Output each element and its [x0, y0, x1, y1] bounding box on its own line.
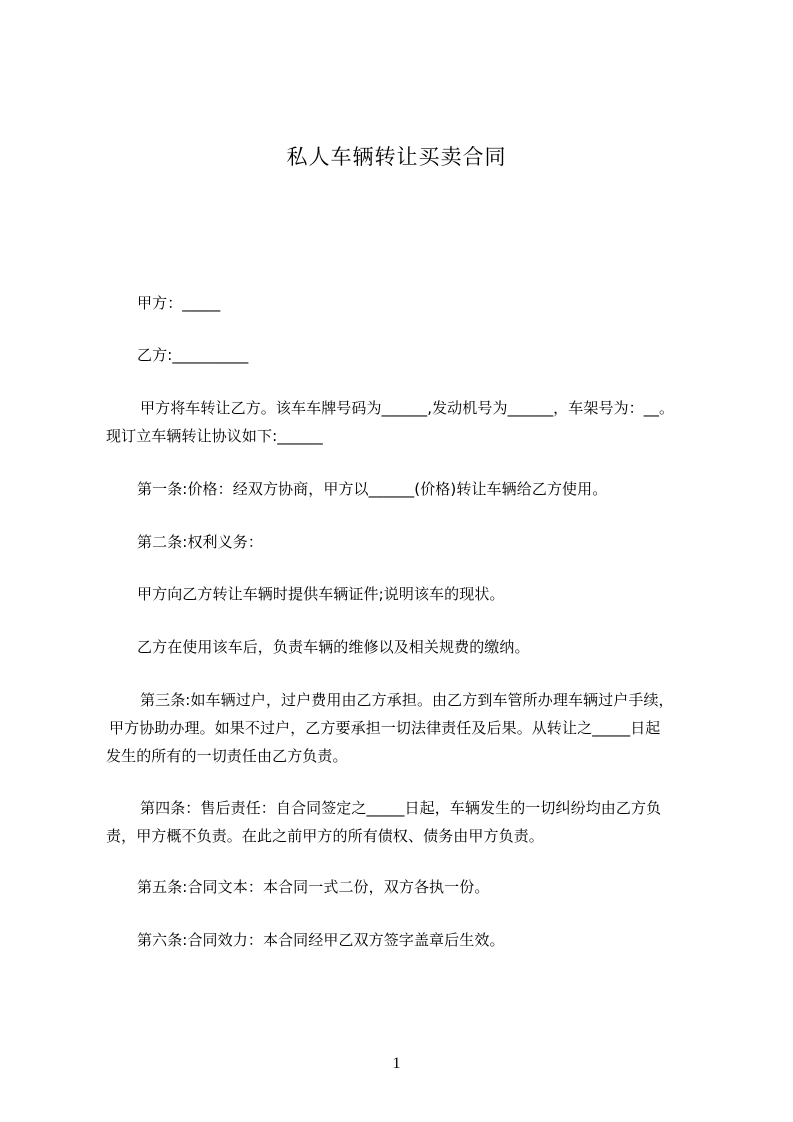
- article-five: 第五条:合同文本：本合同一式二份，双方各执一份。: [137, 878, 490, 896]
- article-one: 第一条:价格：经双方协商，甲方以______(价格)转让车辆给乙方使用。: [137, 480, 608, 498]
- party-b-line: 乙方:__________: [137, 346, 249, 364]
- document-title: 私人车辆转让买卖合同: [286, 145, 507, 169]
- article-four: [106, 794, 702, 850]
- article-three: [106, 686, 702, 770]
- transfer-intro-line-1: 甲方将车转让乙方。该车车牌号码为______,发动机号为______，车架号为：__。: [140, 399, 675, 417]
- party-a-line: 甲方：_____: [137, 294, 221, 312]
- transfer-intro-paragraph: [106, 394, 702, 450]
- article-four-line-2: 责，甲方概不负责。在此之前甲方的所有债权、债务由甲方负责。: [106, 827, 544, 845]
- article-three-line-2: 甲方协助办理。如果不过户，乙方要承担一切法律责任及后果。从转让之_____日起: [109, 719, 661, 737]
- article-two-heading: 第二条:权利义务：: [137, 533, 263, 551]
- article-four-line-1: 第四条：售后责任：自合同签定之_____日起，车辆发生的一切纠纷均由乙方负: [140, 799, 662, 817]
- article-three-line-3: 发生的所有的一切责任由乙方负责。: [106, 747, 348, 765]
- page-number: 1: [392, 1055, 401, 1072]
- article-two-party-b: 乙方在使用该车后，负责车辆的维修以及相关规费的缴纳。: [137, 638, 530, 656]
- article-two-party-a: 甲方向乙方转让车辆时提供车辆证件;说明该车的现状。: [137, 585, 505, 603]
- article-six: 第六条:合同效力：本合同经甲乙双方签字盖章后生效。: [137, 931, 505, 949]
- transfer-intro-line-2: 现订立车辆转让协议如下:______: [106, 427, 323, 445]
- article-three-line-1: 第三条:如车辆过户，过户费用由乙方承担。由乙方到车管所办理车辆过户手续，: [140, 691, 674, 709]
